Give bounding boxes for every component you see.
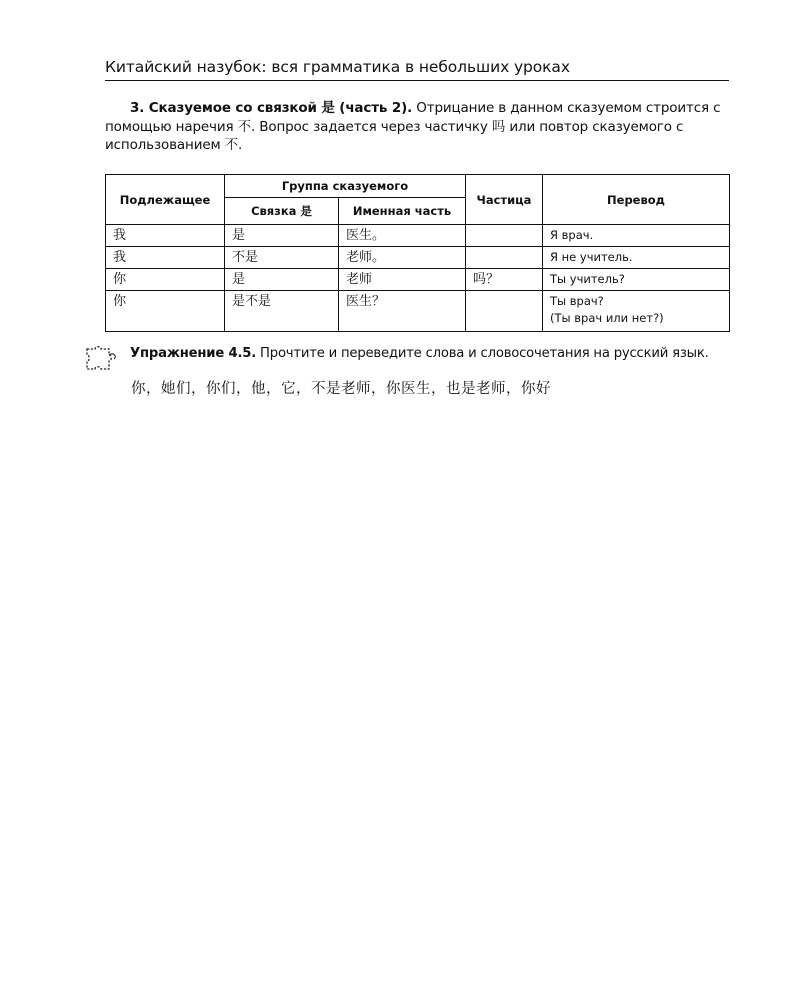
table-row	[106, 225, 730, 247]
cell-subject: 我	[106, 247, 225, 269]
cell-subject: 你	[106, 291, 225, 332]
header-translation: Перевод	[543, 175, 730, 225]
rule-text-3: или повтор сказуемого с использованием	[105, 118, 684, 153]
cell-translation: Ты учитель?	[543, 269, 730, 291]
exercise-instruction-text: Прочтите и переведите слова и словосочетания на русский язык.	[256, 346, 709, 361]
cell-translation: Я врач.	[543, 225, 730, 247]
puzzle-icon	[84, 346, 120, 372]
cell-link: 不是	[225, 247, 339, 269]
header-nominal: Именная часть	[339, 198, 466, 225]
table-row	[106, 291, 730, 332]
cell-particle	[466, 291, 543, 332]
grammar-rule-paragraph	[105, 99, 729, 155]
cell-subject: 你	[106, 269, 225, 291]
cell-particle	[466, 247, 543, 269]
running-header: Китайский назубок: вся грамматика в небольших уроках	[105, 58, 570, 76]
exercise-instruction	[130, 345, 709, 363]
header-predicate-group: Группа сказуемого	[225, 175, 466, 198]
cell-nominal: 医生。	[339, 225, 466, 247]
header-subject: Подлежащее	[106, 175, 225, 225]
header-divider	[105, 80, 729, 81]
exercise-block	[84, 343, 744, 373]
exercise-label: Упражнение 4.5.	[130, 346, 257, 361]
rule-text-4: .	[238, 137, 243, 153]
cell-link: 是不是	[225, 291, 339, 332]
cell-nominal: 医生？	[339, 291, 466, 332]
cell-subject: 我	[106, 225, 225, 247]
translation-line: Ты врач?	[550, 294, 604, 308]
cell-nominal: 老师	[339, 269, 466, 291]
cell-translation: Я не учитель.	[543, 247, 730, 269]
cell-translation	[543, 291, 730, 332]
table-row	[106, 247, 730, 269]
translation-line: (Ты врач или нет?)	[550, 311, 664, 325]
cell-nominal: 老师。	[339, 247, 466, 269]
cell-particle	[466, 225, 543, 247]
table-row	[106, 269, 730, 291]
rule-text-1: Отрицание в данном сказуемом строится с помощью наречия	[105, 100, 721, 135]
negation-char-2: 不	[224, 137, 239, 153]
header-link: Связка 是	[225, 198, 339, 225]
header-particle: Частица	[466, 175, 543, 225]
grammar-table	[105, 174, 730, 332]
cell-particle: 吗？	[466, 269, 543, 291]
particle-char: 吗	[491, 118, 506, 135]
negation-char: 不	[237, 118, 251, 135]
cell-link: 是	[225, 269, 339, 291]
cell-link: 是	[225, 225, 339, 247]
exercise-words: 你，她们，你们，他，它，不是老师，你医生，也是老师，你好	[131, 381, 551, 397]
rule-text-2: . Вопрос задается через частичку	[250, 118, 492, 135]
rule-heading: 3. Сказуемое со связкой 是 (часть 2).	[130, 100, 413, 116]
